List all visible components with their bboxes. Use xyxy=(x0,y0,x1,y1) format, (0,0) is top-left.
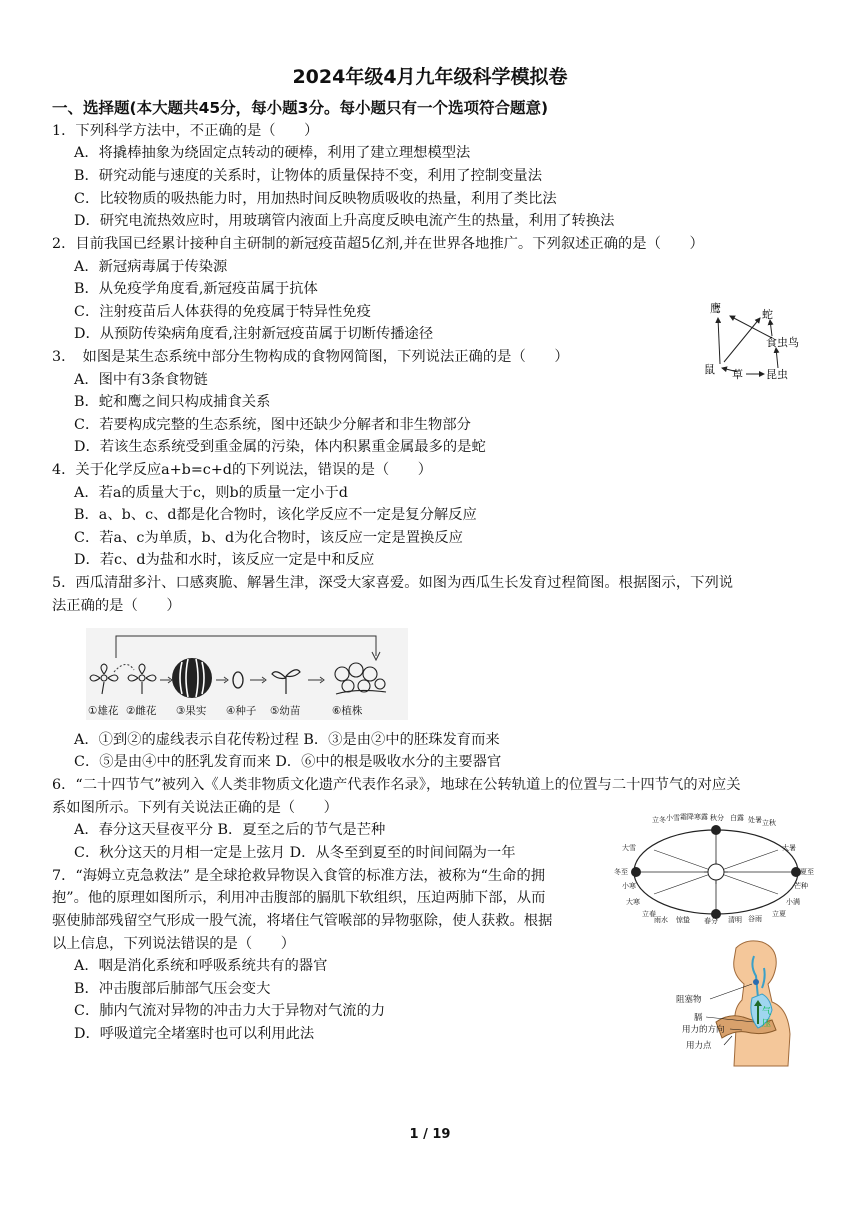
option-line: A．将撬棒抽象为绕固定点转动的硬棒，利用了建立理想模型法 xyxy=(74,145,471,161)
svg-text:用力的方向: 用力的方向 xyxy=(682,1025,725,1035)
question-line: 系如图所示。下列有关说法正确的是（ ） xyxy=(52,800,338,816)
svg-text:立冬: 立冬 xyxy=(652,816,666,824)
option-line: A．春分这天昼夜平分 B．夏至之后的节气是芒种 xyxy=(74,822,386,838)
svg-text:冬至: 冬至 xyxy=(614,868,628,876)
svg-text:用力点: 用力点 xyxy=(686,1041,712,1051)
svg-text:立春: 立春 xyxy=(642,910,656,918)
question-line: 3． 如图是某生态系统中部分生物构成的食物网简图，下列说法正确的是（ ） xyxy=(52,349,569,365)
svg-text:寒露: 寒露 xyxy=(694,813,708,821)
option-line: A．图中有3条食物链 xyxy=(74,372,208,388)
option-line: C．肺内气流对异物的冲击力大于异物对气流的力 xyxy=(74,1003,386,1019)
svg-text:雨水: 雨水 xyxy=(654,916,668,924)
svg-text:大雪: 大雪 xyxy=(622,844,636,852)
svg-text:谷雨: 谷雨 xyxy=(748,915,762,923)
option-line: A．咽是消化系统和呼吸系统共有的器官 xyxy=(74,958,328,974)
stage-label: ④种子 xyxy=(226,705,257,717)
svg-text:气: 气 xyxy=(762,1007,772,1017)
svg-text:大暑: 大暑 xyxy=(782,844,796,852)
svg-text:小寒: 小寒 xyxy=(622,882,636,890)
option-line: B．蛇和鹰之间只构成捕食关系 xyxy=(74,394,271,410)
option-line: C．秋分这天的月相一定是上弦月 D．从冬至到夏至的时间间隔为一年 xyxy=(74,845,516,861)
heimlich-figure xyxy=(676,938,808,1068)
question-line: 2．目前我国已经累计接种自主研制的新冠疫苗超5亿剂,并在世界各地推广。下列叙述正确的是（ ） xyxy=(52,236,704,252)
option-line: D．若c、d为盐和水时，该反应一定是中和反应 xyxy=(74,552,375,568)
option-line: C．若要构成完整的生态系统，图中还缺少分解者和非生物部分 xyxy=(74,417,471,433)
label-bird: 食虫鸟 xyxy=(766,336,799,349)
watermelon-icon xyxy=(172,658,212,698)
svg-text:春分: 春分 xyxy=(704,917,718,924)
svg-text:立秋: 立秋 xyxy=(762,819,776,827)
option-line: D．研究电流热效应时，用玻璃管内液面上升高度反映电流产生的热量，利用了转换法 xyxy=(74,213,615,229)
question-line: 5．西瓜清甜多汁、口感爽脆、解暑生津，深受大家喜爱。如图为西瓜生长发育过程简图。根据图示，下列说 xyxy=(52,575,734,591)
stage-label: ①雄花 xyxy=(88,705,119,717)
option-line: C．注射疫苗后人体获得的免疫属于特异性免疫 xyxy=(74,304,371,320)
solar-terms-figure xyxy=(614,812,820,924)
question-line: 以上信息，下列说法错误的是（ ） xyxy=(52,936,296,952)
svg-text:压: 压 xyxy=(762,1019,772,1029)
svg-text:大寒: 大寒 xyxy=(626,898,640,906)
sun-icon xyxy=(708,864,724,880)
question-line: 1．下列科学方法中，不正确的是（ ） xyxy=(52,123,319,139)
label-eagle: 鹰 xyxy=(710,302,721,315)
option-line: D．从预防传染病角度看,注射新冠疫苗属于切断传播途径 xyxy=(74,326,434,342)
option-line: C．⑤是由④中的胚乳发育而来 D．⑥中的根是吸收水分的主要器官 xyxy=(74,754,502,770)
svg-text:小雪: 小雪 xyxy=(666,814,680,822)
option-line: D．呼吸道完全堵塞时也可以利用此法 xyxy=(74,1026,315,1042)
option-line: A．若a的质量大于c，则b的质量一定小于d xyxy=(74,485,348,501)
svg-text:小满: 小满 xyxy=(786,898,800,906)
stage-label: ⑤幼苗 xyxy=(270,705,301,717)
svg-text:阻塞物: 阻塞物 xyxy=(676,995,702,1005)
option-line: C．若a、c为单质，b、d为化合物时，该反应一定是置换反应 xyxy=(74,530,463,546)
page-number: 1 / 19 xyxy=(409,1127,451,1142)
page-title: 2024年级4月九年级科学模拟卷 xyxy=(292,66,568,88)
option-line: B．a、b、c、d都是化合物时，该化学反应不一定是复分解反应 xyxy=(74,507,477,523)
watermelon-cycle-figure xyxy=(86,628,408,720)
svg-text:芒种: 芒种 xyxy=(794,882,808,890)
earth-icon xyxy=(711,825,721,835)
label-snake: 蛇 xyxy=(762,308,773,321)
svg-text:夏至: 夏至 xyxy=(800,868,814,876)
svg-text:霜降: 霜降 xyxy=(680,813,694,821)
question-line: 7．“海姆立克急救法” 是全球抢救异物误入食管的标准方法，被称为“生命的拥 xyxy=(52,868,546,884)
section-heading: 一、选择题(本大题共45分，每小题3分。每小题只有一个选项符合题意) xyxy=(52,99,549,117)
option-line: A．新冠病毒属于传染源 xyxy=(74,259,228,275)
stage-label: ⑥植株 xyxy=(332,705,363,717)
svg-text:清明: 清明 xyxy=(728,916,742,924)
question-line: 法正确的是（ ） xyxy=(52,598,181,614)
question-line: 驱使肺部残留空气形成一股气流，将堵住气管喉部的异物驱除，使人获救。根据 xyxy=(52,913,553,929)
stage-label: ③果实 xyxy=(176,705,207,717)
option-line: B．冲击腹部后肺部气压会变大 xyxy=(74,981,271,997)
earth-icon xyxy=(631,867,641,877)
option-line: B．从免疫学角度看,新冠疫苗属于抗体 xyxy=(74,281,318,297)
svg-text:膈: 膈 xyxy=(694,1013,703,1023)
food-web-figure xyxy=(700,298,812,384)
label-insect: 昆虫 xyxy=(766,368,788,381)
question-line: 6．“二十四节气”被列入《人类非物质文化遗产代表作名录》，地球在公转轨道上的位置与二十四节气的对应关 xyxy=(52,777,741,793)
question-line: 4．关于化学反应a+b=c+d的下列说法，错误的是（ ） xyxy=(52,462,433,478)
svg-text:秋分: 秋分 xyxy=(710,814,724,822)
option-line: B．研究动能与速度的关系时，让物体的质量保持不变，利用了控制变量法 xyxy=(74,168,543,184)
label-mouse: 鼠 xyxy=(704,363,715,376)
svg-text:惊蛰: 惊蛰 xyxy=(676,916,690,924)
label-grass: 草 xyxy=(732,368,743,381)
option-line: A．①到②的虚线表示自花传粉过程 B．③是由②中的胚珠发育而来 xyxy=(74,732,500,748)
svg-text:白露: 白露 xyxy=(730,814,744,822)
svg-text:立夏: 立夏 xyxy=(772,910,786,918)
svg-text:处暑: 处暑 xyxy=(748,816,762,824)
question-line: 抱”。他的原理如图所示，利用冲击腹部的膈肌下软组织，压迫两肺下部，从而 xyxy=(52,890,546,906)
stage-label: ②雌花 xyxy=(126,705,157,717)
option-line: C．比较物质的吸热能力时，用加热时间反映物质吸收的热量，利用了类比法 xyxy=(74,191,557,207)
option-line: D．若该生态系统受到重金属的污染，体内积累重金属最多的是蛇 xyxy=(74,439,486,455)
